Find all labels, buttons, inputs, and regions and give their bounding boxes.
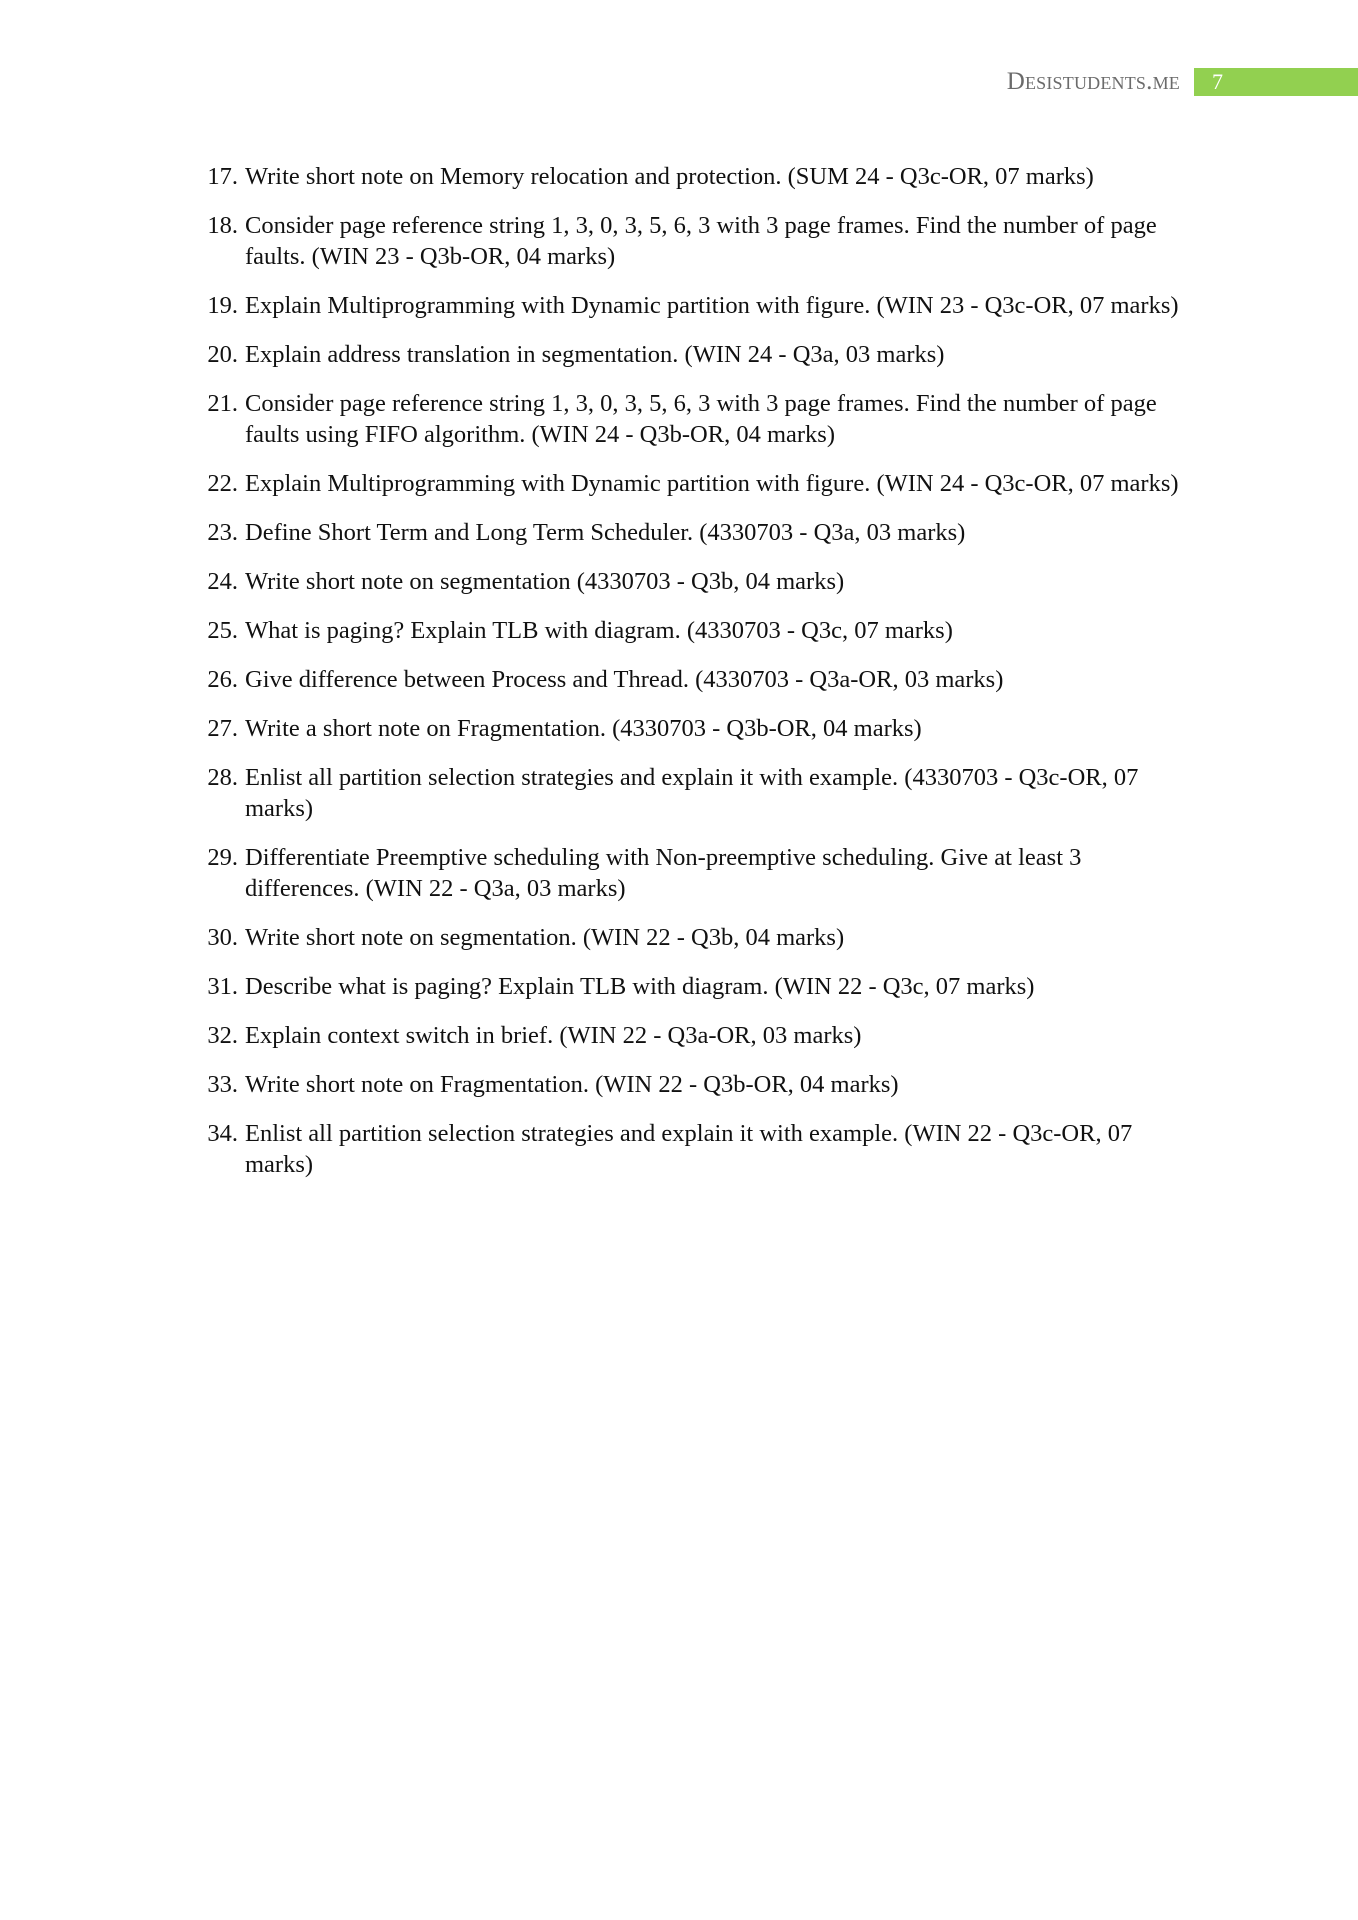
question-item	[200, 566, 1180, 597]
question-text: Write short note on Fragmentation. (WIN 22 - Q3b-OR, 04 marks)	[245, 1071, 899, 1098]
question-item	[200, 388, 1180, 450]
question-item	[200, 664, 1180, 695]
question-number: 33.	[207, 1071, 238, 1098]
question-text: Differentiate Preemptive scheduling with Non-preemptive scheduling. Give at least 3 differences. (WIN 22 - Q3a, 03 marks)	[245, 844, 1082, 902]
page-number-badge	[1194, 68, 1358, 96]
question-text: Write a short note on Fragmentation. (4330703 - Q3b-OR, 04 marks)	[245, 715, 922, 742]
question-item	[200, 971, 1180, 1002]
question-item	[200, 1118, 1180, 1180]
question-number: 34.	[207, 1120, 238, 1147]
question-text: Enlist all partition selection strategies and explain it with example. (WIN 22 - Q3c-OR, 07 marks)	[245, 1120, 1133, 1178]
question-item	[200, 1069, 1180, 1100]
question-item	[200, 842, 1180, 904]
question-number: 28.	[207, 764, 238, 791]
question-number: 18.	[207, 212, 238, 239]
question-text: Consider page reference string 1, 3, 0, 3, 5, 6, 3 with 3 page frames. Find the number of page faults using FIFO algorithm. (WIN 24 - Q3b-OR, 04 marks)	[245, 390, 1157, 448]
question-text: Explain Multiprogramming with Dynamic partition with figure. (WIN 24 - Q3c-OR, 07 marks)	[245, 470, 1179, 497]
question-number: 25.	[207, 617, 238, 644]
question-item	[200, 517, 1180, 548]
question-number: 26.	[207, 666, 238, 693]
question-item	[200, 1020, 1180, 1051]
question-text: Enlist all partition selection strategies and explain it with example. (4330703 - Q3c-OR, 07 marks)	[245, 764, 1139, 822]
page-header	[1007, 68, 1358, 96]
question-item	[200, 210, 1180, 272]
question-text: Consider page reference string 1, 3, 0, 3, 5, 6, 3 with 3 page frames. Find the number of page faults. (WIN 23 - Q3b-OR, 04 marks)	[245, 212, 1157, 270]
question-text: Write short note on Memory relocation and protection. (SUM 24 - Q3c-OR, 07 marks)	[245, 163, 1094, 190]
question-item	[200, 615, 1180, 646]
question-text: Write short note on segmentation. (WIN 22 - Q3b, 04 marks)	[245, 924, 845, 951]
question-item	[200, 713, 1180, 744]
question-text: Describe what is paging? Explain TLB with diagram. (WIN 22 - Q3c, 07 marks)	[245, 973, 1035, 1000]
question-number: 29.	[207, 844, 238, 871]
question-number: 32.	[207, 1022, 238, 1049]
question-text: Explain Multiprogramming with Dynamic partition with figure. (WIN 23 - Q3c-OR, 07 marks)	[245, 292, 1179, 319]
question-item	[200, 161, 1180, 192]
question-text: Write short note on segmentation (4330703 - Q3b, 04 marks)	[245, 568, 845, 595]
page-number: 7	[1212, 69, 1223, 94]
question-text: Define Short Term and Long Term Scheduler. (4330703 - Q3a, 03 marks)	[245, 519, 966, 546]
question-number: 30.	[207, 924, 238, 951]
question-number: 23.	[207, 519, 238, 546]
question-text: Explain context switch in brief. (WIN 22 - Q3a-OR, 03 marks)	[245, 1022, 862, 1049]
question-item	[200, 290, 1180, 321]
question-number: 22.	[207, 470, 238, 497]
question-number: 24.	[207, 568, 238, 595]
question-list	[200, 161, 1180, 1198]
question-text: Explain address translation in segmentation. (WIN 24 - Q3a, 03 marks)	[245, 341, 945, 368]
question-number: 21.	[207, 390, 238, 417]
question-number: 27.	[207, 715, 238, 742]
question-item	[200, 468, 1180, 499]
question-item	[200, 339, 1180, 370]
site-name: Desistudents.me	[1006, 68, 1180, 95]
question-text: Give difference between Process and Thread. (4330703 - Q3a-OR, 03 marks)	[245, 666, 1004, 693]
question-number: 17.	[207, 163, 238, 190]
question-item	[200, 762, 1180, 824]
question-number: 20.	[207, 341, 238, 368]
question-text: What is paging? Explain TLB with diagram. (4330703 - Q3c, 07 marks)	[245, 617, 953, 644]
question-item	[200, 922, 1180, 953]
question-number: 31.	[207, 973, 238, 1000]
question-number: 19.	[207, 292, 238, 319]
